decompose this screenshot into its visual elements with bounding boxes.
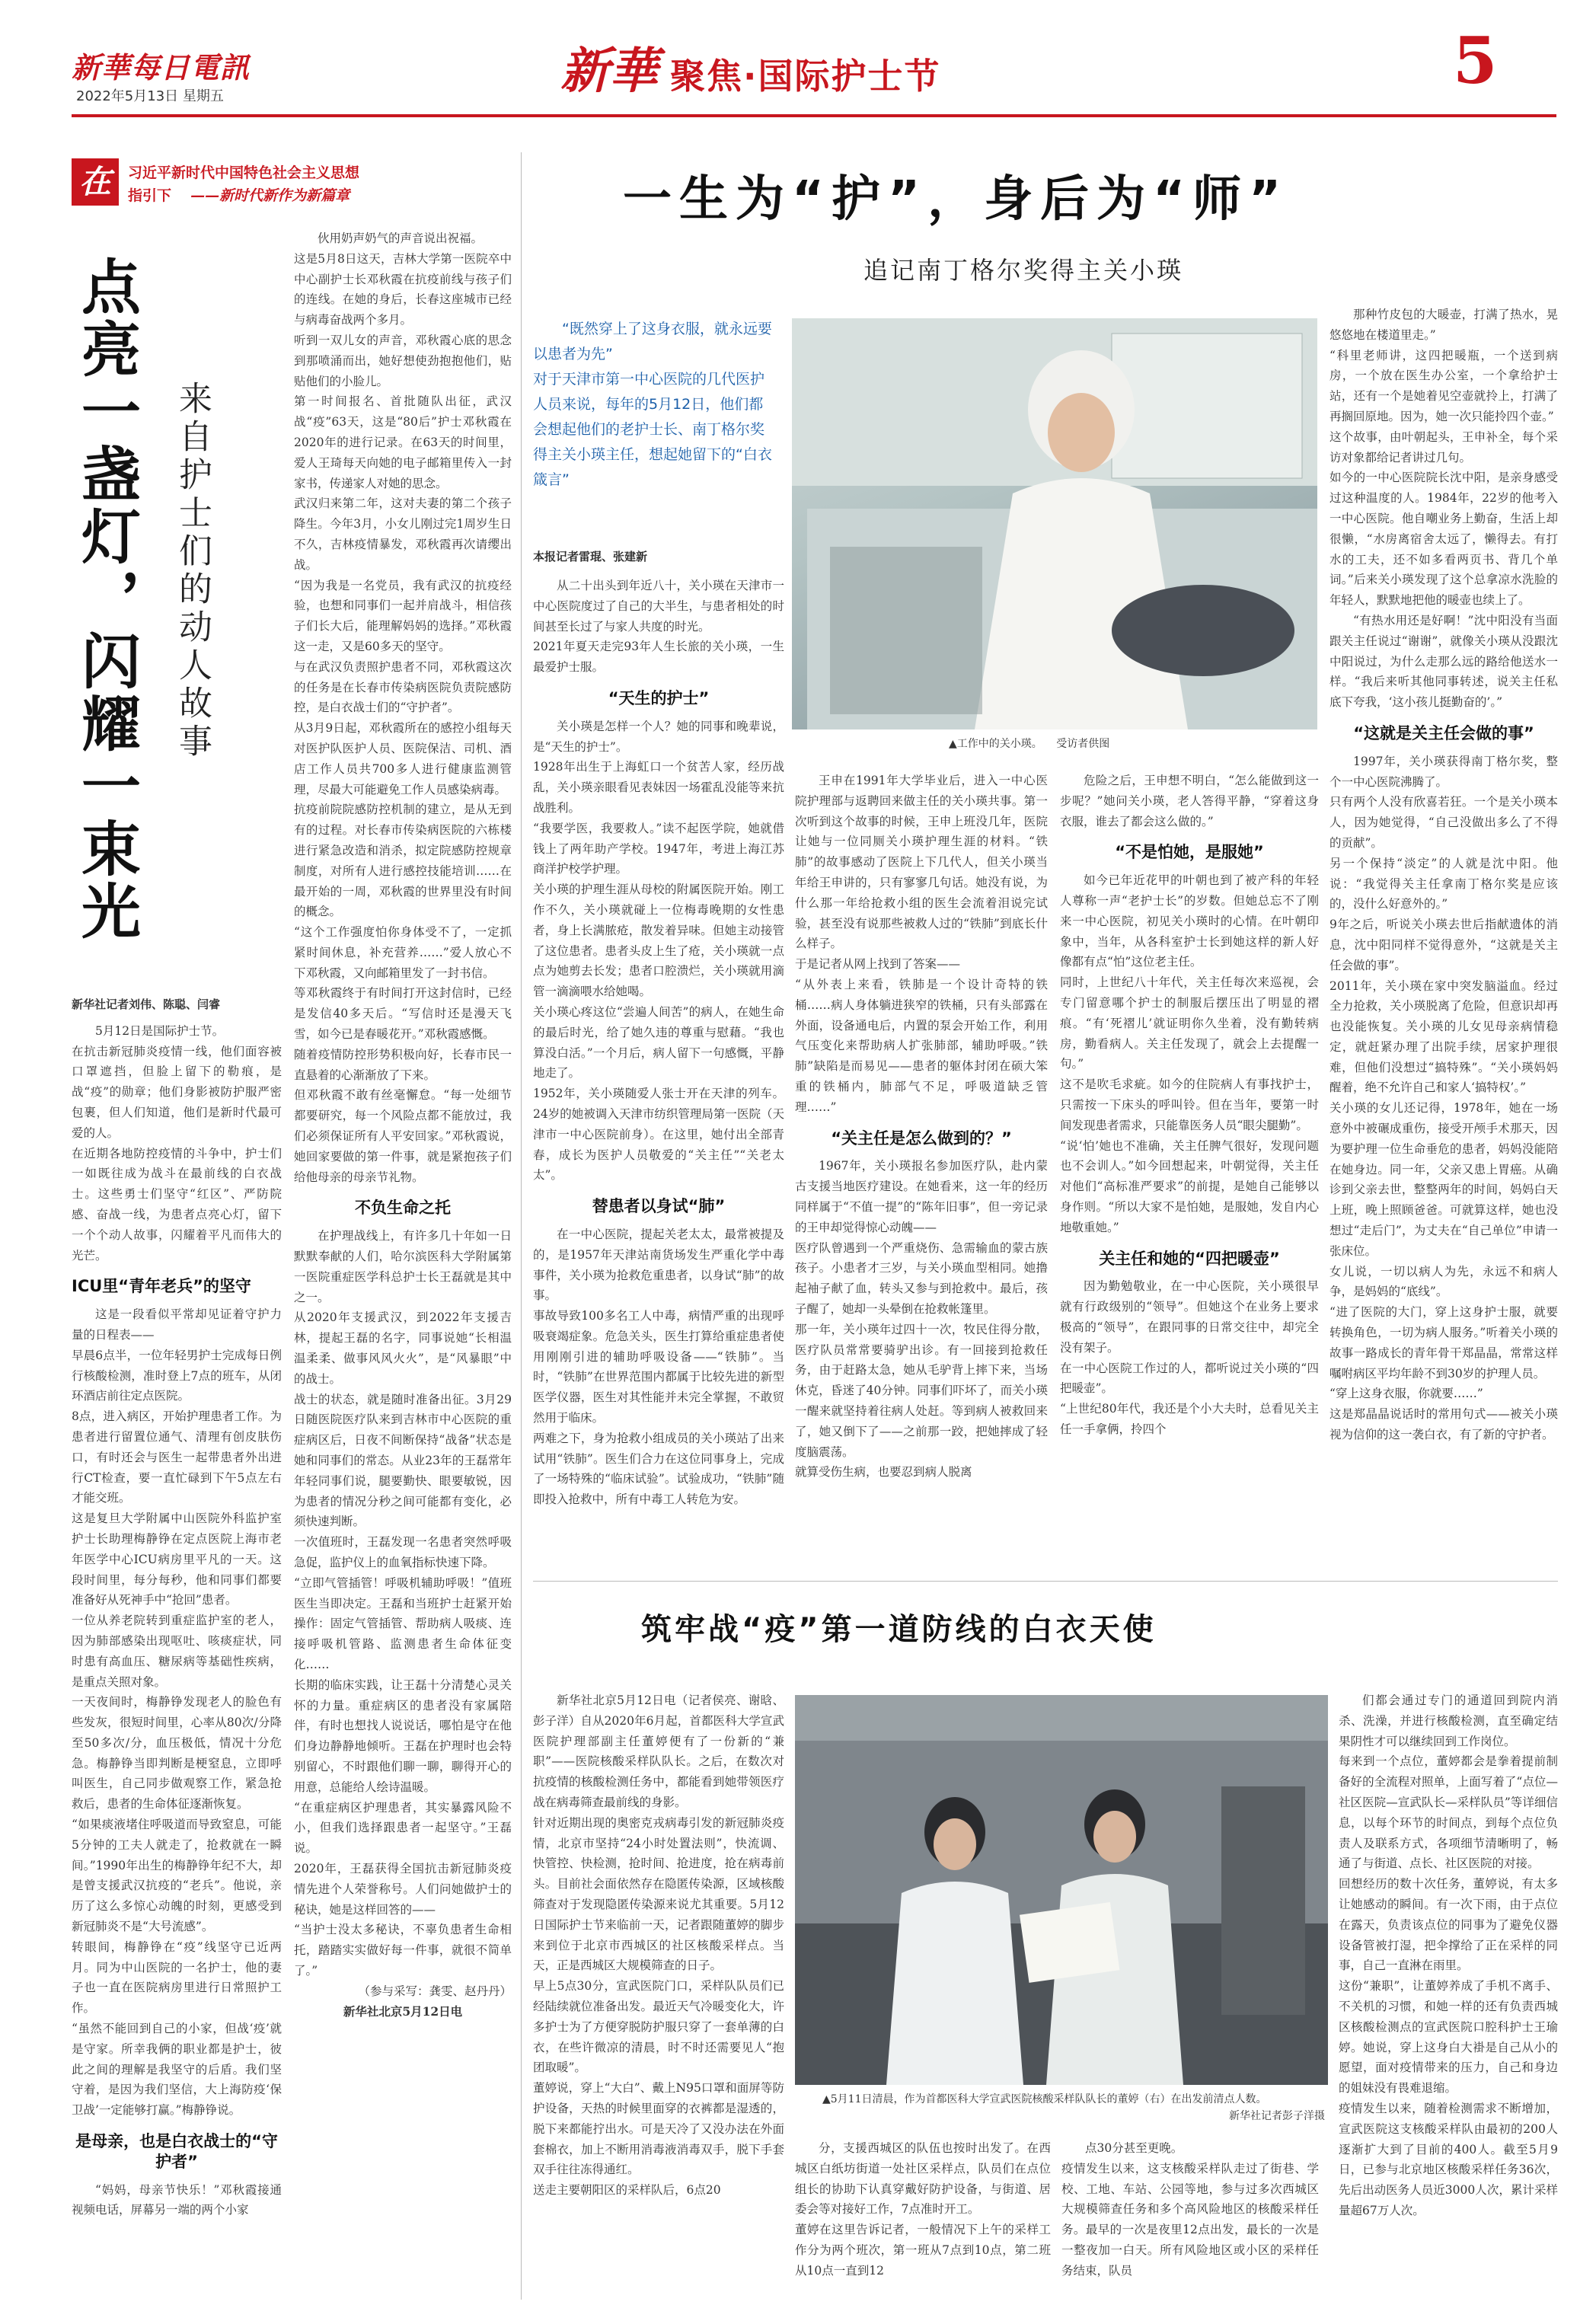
feature-column-d bbox=[1329, 305, 1558, 1561]
feature-column-b bbox=[795, 771, 1048, 1563]
left-col2-text: 伙用奶声奶气的声音说出祝福。 这是5月8日这天，吉林大学第一医院卒中中心副护士长邓秋霞在抗疫前线与孩子们的连线。在她的身后，长春这座城市已经与病毒奋战两个多月。 听到一双儿女的声音，邓秋霞心底的思念到那喷涌而出，她好想使劲抱抱他们，贴贴他们的小脸儿。 第一时间报名、首批随队出征，武汉战“疫”63天，这是“80后”护士邓秋霞在2020年的进行记录。在63天的时间里，爱人王琦每天向她的电子邮箱里传入一封家书，传递家人对她的思念。 武汉归来第二年，这对夫妻的第二个孩子降生。今年3月，小女儿刚过完1周岁生日不久，吉林疫情暴发，邓秋霞再次请缨出战。 “因为我是一名党员，我有武汉的抗疫经验，也想和同事们一起并肩战斗，相信孩子们长大后，能理解妈妈的选择。”邓秋霞这一走，又是60多天的坚守。 与在武汉负责照护患者不同，邓秋霞这次的任务是在长春市传染病医院负责院感防控，是白衣战士们的“守护者”。 从3月9日起，邓秋霞所在的感控小组每天对医护队医护人员、医院保洁、司机、酒店工作人员共700多人进行健康监测管理，尽最大可能避免工作人员感染病毒。 抗疫前院院感防控机制的建立，是从无到有的过程。对长春市传染病医院的六栋楼进行紧急改造和消杀，拟定院感防控规章制度，对所有人进行感控技能培训……在最开始的一周，邓秋霞的世界里没有时间的概念。 “这个工作强度怕你身体受不了，一定抓紧时间休息，补充营养……”爱人放心不下邓秋霞，又向邮箱里发了一封书信。 等邓秋霞终于有时间打开这封信时，已经是发信40多天后。“写信时还是漫天飞雪，如今已是春暖花开。”邓秋霞感慨。 随着疫情防控形势积极向好，长春市民一直悬着的心渐渐放了下来。 但邓秋霞不敢有丝毫懈怠。“每一处细节都要研究，每一个风险点都不能放过，我们必须保证所有人平安回家。”邓秋霞说，她回家要做的第一件事，就是紧抱孩子们给他母亲的母亲节礼物。 bbox=[294, 231, 512, 1184]
left-column-2 bbox=[294, 228, 512, 2300]
feature-colC-text: 危险之后，王申想不明白，“怎么能做到这一步呢？”她问关小瑛，老人答得平静，“穿着这身衣服，谁去了都会这么做的。” bbox=[1060, 774, 1319, 828]
feature-colA2-text: 关小瑛是怎样一个人？她的同事和晚辈说，是“天生的护士”。 1928年出生于上海虹口一个贫苦人家，经历战乱，关小瑛亲眼看见表妹因一场霍乱没能等来抗战胜利。 “我要学医，我要救人。”读不起医学院，她就借钱上了两年助产学校。1947年，考进上海江苏商洋护校学护理。 关小瑛的护理生涯从母校的附属医院开始。刚工作不久，关小瑛就碰上一位梅毒晚期的女性患者，身上长满脓疮，散发着异味。但她主动接管了这位患者。患者头皮上生了疮，关小瑛就一点点为她剪去长发；患者口腔溃烂，关小瑛就用滴管一滴滴喂水给她喝。 关小瑛心疼这位“尝遍人间苦”的病人，在她生命的最后时光，给了她久违的尊重与慰藉。“我也算没白活。”一个月后，病人留下一句感慨，平静地走了。 1952年，关小瑛随爱人张士开在天津的列车。24岁的她被调入天津市纺织管理局第一医院（天津市一中心医院前身）。在这里，她付出全部青春，成长为医护人员敬爱的“关主任”“关老太太”。 bbox=[533, 719, 784, 1183]
feature-colD2-text: 1997年，关小瑛获得南丁格尔奖，整个一中心医院沸腾了。 只有两个人没有欣喜若狂。一个是关小瑛本人，因为她觉得，“自己没做出多么了不得的贡献”。 另一个保持“淡定”的人就是沈中阳。他说：“我觉得关主任拿南丁格尔奖是应该的，没什么好意外的。” 9年之后，听说关小瑛去世后指献遗体的消息，沈中阳同样不觉得意外，“这就是关主任会做的事”。 2011年，关小瑛在家中突发脑溢血。经过全力抢救，关小瑛脱离了危险，但意识却再也没能恢复。关小瑛的儿女见母亲病情稳定，就赶紧办理了出院手续，居家护理很难，但他们没想过“搞特殊”。“关小瑛妈妈醒着，绝不允许自己和家人‘搞特权’。” 关小瑛的女儿还记得，1978年，她在一场意外中被碾成重伤，接受开颅手术那天，因为要护理一位生命垂危的患者，妈妈没能陪在她身边。同一年，父亲又患上胃癌。从确诊到父亲去世，整整两年的时间，妈妈白天上班，晚上照顾爸爸。可就算这样，她也没想过“走后门”，为丈夫在“自己单位”申请一张床位。 女儿说，一切以病人为先，永远不和病人争，是妈妈的“底线”。 “进了医院的大门，穿上这身护士服，就要转换角色，一切为病人服务。”听着关小瑛的故事一路成长的青年骨干郑晶晶，常常这样嘱咐病区平均年龄不到30岁的护理人员。 “穿上这身衣服，你就要……” 这是郑晶晶说话时的常用句式——被关小瑛视为信仰的这一袭白衣，有了新的守护者。 bbox=[1329, 754, 1558, 1442]
feature-colC2-text: 如今已年近花甲的叶朝也到了被产科的年轻人尊称一声“老护士长”的岁数。但她总忘不了刚来一中心医院，初见关小瑛时的心情。在叶朝印象中，当年，从各科室护士长到她这样的新人好像都有点“怕”这位老主任。 同时，上世纪八十年代，关主任每次来巡视，会专门留意哪个护士的制服后摆压出了明显的褶痕。“有‘死褶儿’就证明你久坐着，没有勤转病房，勤看病人。关主任发现了，就会上去提醒一句。” 这不是吹毛求疵。如今的住院病人有事找护士，只需按一下床头的呼叫铃。但在当年，要第一时间发现患者需求，只能靠医务人员“眼尖腿勤”。 “说‘怕’她也不准确，关主任脾气很好，发现问题也不会训人。”如今回想起来，叶朝觉得，关主任对他们“高标准严要求”的前提，是她自己能够以身作则。“所以大家不是怕她，是服她，发自内心地敬重她。” bbox=[1060, 873, 1319, 1234]
left-col2b-text: 在护理战线上，有许多几十年如一日默默奉献的人们，哈尔滨医科大学附属第一医院重症医学科总护士长王磊就是其中之一。 从2020年支援武汉，到2022年支援吉林，提起王磊的名字，同事说她“长相温温柔柔、做事风风火火”，是“风暴眼”中的战士。 战士的状态，就是随时准备出征。3月29日随医院医疗队来到吉林市中心医院的重症病区后，日夜不间断保持“战备”状态是她和同事们的常态。从业23年的王磊常年年轻同事们说，腿要勤快、眼要敏锐，因为患者的情况分秒之间可能都有变化，必须快速判断。 一次值班时，王磊发现一名患者突然呼吸急促，监护仪上的血氧指标快速下降。 “立即气管插管！呼吸机辅助呼吸！”值班医生当即决定。王磊和当班护士赶紧开始操作：固定气管插管、帮助病人吸痰、连接呼吸机管路、监测患者生命体征变化…… 长期的临床实践，让王磊十分清楚心灵关怀的力量。重症病区的患者没有家属陪伴，有时也想找人说说话，哪怕是守在他们身边静静地倾听。王磊在护理时也会特别留心，不时跟他们聊一聊，聊得开心的用意，总能给人绘诗温暖。 “在重症病区护理患者，其实暴露风险不小，但我们选择跟患者一起坚守。”王磊说。 2020年，王磊获得全国抗击新冠肺炎疫情先进个人荣誉称号。人们问她做护士的秘诀，她是这样回答的—— “当护士没太多秘诀，不辜负患者生命相托，踏踏实实做好每一件事，就很不简单了。” bbox=[294, 1229, 512, 1978]
left-story-title: 点亮一盏灯，闪耀一束光 bbox=[72, 256, 140, 943]
banner-line1: 习近平新时代中国特色社会主义思想 bbox=[128, 164, 360, 181]
feature-colA-text: 从二十出头到年近八十，关小瑛在天津市一中心医院度过了自己的大半生，与患者相处的时间甚至长过了与家人共度的时光。 2021年夏天走完93年人生长旅的关小瑛，一生最爱护士服。 bbox=[533, 579, 784, 675]
feature-byline: 本报记者雷琨、张建新 bbox=[533, 550, 648, 563]
left-col1-text: 5月12日是国际护士节。 在抗击新冠肺炎疫情一线，他们面容被口罩遮挡，但脸上留下的勒痕，是战“疫”的勋章；他们身影被防护服严密包裹，但人们知道，他们是新时代最可爱的人。 在近期各地防控疫情的斗争中，护士们一如既往成为战斗在最前线的白衣战士。这些勇士们坚守“红区”、严防院感、奋战一线，为患者点亮心灯，留下一个个动人故事，闪耀着平凡而伟大的光芒。 bbox=[72, 1023, 282, 1263]
bottom-column-d bbox=[1339, 1690, 1558, 2300]
feature-colD-text: 那种竹皮包的大暖壶，打满了热水，晃悠悠地在楼道里走。” “科里老师讲，这四把暖瓶，一个送到病房，一个放在医生办公室，一个拿给护士站，还有一个是她着见空壶就拎上，打满了再搁回原地。因为，她一次只能拎四个壶。” 这个故事，由叶朝起头，王申补全，每个采访对象都给记者讲过几句。 如今的一中心医院院长沈中阳，是亲身感受过这种温度的人。1984年，22岁的他考入一中心医院。他自嘲业务上勤奋，生活上却很懒，“水房离宿舍太远了，懒得去。有打水的工夫，还不如多看两页书、背几个单词。”后来关小瑛发现了这个总拿凉水洗脸的年轻人，默默地把他的暖壶也续上了。 bbox=[1329, 308, 1558, 608]
bottom-story-title: 筑牢战“疫”第一道防线的白衣天使 bbox=[641, 1612, 1157, 1647]
feature-colB-text: 王申在1991年大学毕业后，进入一中心医院护理部与返聘回来做主任的关小瑛共事。第一次听到这个故事的时候，王申上班没几年，医院让她与一位同厕关小瑛护理生涯的材料。“铁肺”的故事感动了医院上下几代人，但关小瑛当年给王申讲的，只有寥寥几句话。她没有说，为什么那一年给抢救小组的医生会流着泪说完试验，甚至没有说那些被救人过的“铁肺”到底长什么样子。 于是记者从网上找到了答案—— “从外表上来看，铁肺是一个设计奇特的铁桶……病人身体躺进狭窄的铁桶，只有头部露在外面，设备通电后，内置的泵会开始工作，利用气压变化来帮助病人扩张肺部，辅助呼吸。”铁肺”缺陷是而易见——患者的躯体封闭在硕大笨重的铁桶内，肺部气不足，呼吸道缺乏管理……” bbox=[795, 774, 1048, 1114]
bottom-column-a bbox=[533, 1690, 784, 2300]
section-brand: 新華 bbox=[560, 43, 658, 100]
nurse-illustration bbox=[792, 318, 1317, 729]
page-number: 5 bbox=[1453, 23, 1498, 98]
feature-subtitle: 追记南丁格尔奖得主关小瑛 bbox=[863, 256, 1184, 285]
bottom-colC-text: 点30分甚至更晚。 疫情发生以来，这支核酸采样队走过了街巷、学校、工地、车站、公园等地，参与过多次西城区大规模筛查任务和多个高风险地区的核酸采样任务。最早的一次是夜里12点出发，最长的一次是一整夜加一白天。所有风险地区或小区的采样任务结束，队员 bbox=[1061, 2141, 1319, 2278]
left-column-1 bbox=[72, 990, 282, 2300]
left-story-byline: 新华社记者刘伟、陈聪、闫睿 bbox=[72, 998, 221, 1011]
heading-respect: “不是怕她，是服她” bbox=[1115, 843, 1264, 862]
bottom-colD-text: 们都会通过专门的通道回到院内消杀、洗澡，并进行核酸检测，直至确定结果阴性才可以继续回到工作岗位。 每来到一个点位，董婷都会是拳着提前制备好的全流程对照单，上面写着了“点位—社区医院—宣武队长—采样队员”等详细信息，以每个环节的时间点，到每个点位负责人及联系方式，各项细节清晰明了，畅通了与街道、点长、社区医院的对接。 回想经历的数十次任务，董婷说，有太多让她感动的瞬间。有一次下雨，由于点位在露天，负责该点位的同事为了避免仪器设备管被打湿，把伞撑给了正在采样的同事，自己一直淋在雨里。 这份“兼职”，让董婷养成了手机不离手、不关机的习惯，和她一样的还有负责西城区核酸检测点的宣武医院口腔科护士王瑜婷。她说，穿上这身白大褂是自己从小的愿望，面对疫情带来的压力，自己和身边的姐妹没有畏难退缩。 疫情发生以来，随着检测需求不断增加，宣武医院这支核酸采样队由最初的200人逐渐扩大到了目前的400人。截至5月9日，已参与北京地区核酸采样任务36次，先后出动医务人员近3000人次，累计采样量超67万人次。 bbox=[1339, 1693, 1558, 2217]
left-col1b-text: 这是一段看似平常却见证着守护力量的日程表—— 早晨6点半，一位年轻男护士完成每日例行核酸检测，准时登上7点的班车，从闭环酒店前往定点医院。 8点，进入病区，开始护理患者工作。为患者进行留置位通气、清理有创皮肤伤口，有时还会与医生一起带患者外出进行CT检查，要一直忙碌到下午5点左右才能交班。 这是复旦大学附属中山医院外科监护室护士长助理梅静铮在定点医院上海市老年医学中心ICU病房里平凡的一天。这段时间里，每分每秒，他和同事们都要准备好从死神手中“抢回”患者。 一位从养老院转到重症监护室的老人，因为肺部感染出现呕吐、咳痰症状，同时患有高血压、糖尿病等基础性疾病，是重点关照对象。 一天夜间时，梅静铮发现老人的脸色有些发灰，很短时间里，心率从80次/分降至50多次/分，血压极低，情况十分危急。梅静铮当即判断是梗窒息，立即呼叫医生，自己同步做观察工作，紧急抢救后，患者的生命体征逐渐恢复。 “如果痰液堵住呼吸道而导致窒息，可能5分钟的工夫人就走了，抢救就在一瞬间。”1990年出生的梅静铮年纪不大，却是曾支援武汉抗疫的“老兵”。他说，亲历了这么多惊心动魄的时刻，更感受到新冠肺炎不是“大号流感”。 转眼间，梅静铮在“疫”线坚守已近两月。同为中山医院的一名护士，他的妻子也一直在医院病房里进行日常照护工作。 “虽然不能回到自己的小家，但战‘疫’就是守家。所幸我俩的职业都是护士，彼此之间的理解是我坚守的后盾。我们坚守着，是因为我们坚信，大上海防疫‘保卫战’一定能够打赢。”梅静铮说。 bbox=[72, 1307, 282, 2118]
swab-photo-caption: ▲5月11日清晨，作为首都医科大学宣武医院核酸采样队队长的董婷（右）在出发前清点人数。 bbox=[822, 2093, 1267, 2105]
bottom-colB-text: 分，支援西城区的队伍也按时出发了。在西城区白纸坊街道一处社区采样点，队员们在点位组长的协助下认真穿戴好防护设备，与街道、居委会等对接好工作，7点准时开工。 董婷在这里告诉记者，一般情况下上午的采样工作分为两个班次，第一班从7点到10点，第二班从10点一直到12 bbox=[795, 2141, 1051, 2278]
section-title: 聚焦·国际护士节 bbox=[670, 56, 941, 97]
heading-thermos: 关主任和她的“四把暖壶” bbox=[1099, 1249, 1280, 1268]
heading-mother: 是母亲，也是白衣战士的“守护者” bbox=[75, 2132, 278, 2171]
feature-colA3-text: 在一中心医院，提起关老太太，最常被提及的，是1957年天津站南货场发生严重化学中毒事件，关小瑛为抢救危重患者，以身试“肺”的故事。 事故导致100多名工人中毒，病情严重的出现呼吸衰竭症象。危急关头，医生打算给重症患者使用刚刚引进的辅助呼吸设备——“铁肺”。当时，“铁肺”在世界范围内都属于比较先进的新型医学仪器，医生对其性能并未完全掌握，不敢贸然用于临床。 两难之下，身为抢救小组成员的关小瑛站了出来试用“铁肺”。医生们合力在这位同事身上，完成了一场特殊的“临床试验”。试验成功，“铁肺”随即投入抢救中，所有中毒工人转危为安。 bbox=[533, 1227, 784, 1507]
bottom-column-c bbox=[1061, 2138, 1319, 2300]
feature-colD1b-text: “有热水用还是好啊！”沈中阳没有当面跟关主任说过“谢谢”，就像关小瑛从没跟沈中阳说过，为什么走那么远的路给他送水一样。“我后来听其他同事转述，说关主任私底下夸我，‘这小孩儿挺勤奋的’。” bbox=[1329, 613, 1558, 710]
swab-team-illustration bbox=[795, 1695, 1328, 2085]
feature-column-c bbox=[1060, 771, 1319, 1563]
section-divider bbox=[533, 1581, 1558, 1582]
feature-column-a bbox=[533, 576, 784, 1558]
banner-slogan: ——新时代新作为新篇章 bbox=[190, 187, 350, 204]
heading-life: 不负生命之托 bbox=[355, 1199, 451, 1218]
nurse-photo-caption: ▲工作中的关小瑛。 bbox=[949, 738, 1042, 750]
heading-iron-lung: 替患者以身试“肺” bbox=[592, 1197, 726, 1216]
paper-logo: 新華每日電訊 bbox=[72, 50, 251, 85]
heading-born-nurse: “天生的护士” bbox=[608, 688, 710, 707]
swab-team-photo bbox=[795, 1695, 1328, 2085]
feature-title: 一生为“护”，身后为“师” bbox=[623, 171, 1289, 228]
nurse-photo-credit: 受访者供图 bbox=[1056, 738, 1110, 750]
bottom-column-b bbox=[795, 2138, 1051, 2300]
left-story-subtitle: 来自护士们的动人故事 bbox=[173, 381, 212, 761]
theme-banner bbox=[72, 158, 547, 207]
left-dateline: 新华社北京5月12日电 bbox=[343, 2003, 463, 2019]
feature-colC3-text: 因为勤勉敬业，在一中心医院，关小瑛很早就有行政级别的“领导”。但她这个在业务上要求极高的“领导”，在跟同事的日常交往中，却完全没有架子。 在一中心医院工作过的人，都听说过关小瑛的“四把暖壶”。 “上世纪80年代，我还是个小大夫时，总看见关主任一手拿俩，拎四个 bbox=[1060, 1279, 1319, 1436]
banner-line2: 指引下 bbox=[128, 187, 172, 204]
swab-photo-credit: 新华社记者彭子洋摄 bbox=[1229, 2110, 1325, 2122]
nurse-photo bbox=[792, 318, 1317, 729]
heading-icu: ICU里“青年老兵”的坚守 bbox=[72, 1277, 251, 1296]
issue-date: 2022年5月13日 星期五 bbox=[76, 88, 224, 104]
column-divider bbox=[521, 152, 522, 2300]
feature-colB2-text: 1967年，关小瑛报名参加医疗队，赴内蒙古支援当地医疗建设。在她看来，这一年的经历同样属于“不值一提”的“陈年旧事”，但一旁记录的王申却觉得惊心动魄—— 医疗队曾遇到一个严重烧伤、急需输血的蒙古族孩子。小患者才三岁，与关小瑛血型相同。她撸起袖子献了血，转头又参与到抢救中。最后，孩子醒了，她却一头晕倒在抢救帐篷里。 那一年，关小瑛年过四十一次，牧民住得分散，医疗队员常常要骑驴出诊。有一回接到抢救任务，由于赶路太急，她从毛驴背上摔下来，当场休克，昏迷了40分钟。同事们吓坏了，而关小瑛一醒来就坚持着往病人处赶。等到病人被救回来了，她又倒下了——之前那一跤，把她摔成了轻度脑震荡。 就算受伤生病，也要忍到病人脱离 bbox=[795, 1159, 1048, 1480]
heading-how: “关主任是怎么做到的？” bbox=[831, 1128, 1012, 1148]
bottom-colA-text: 新华社北京5月12日电（记者侯亮、谢晗、彭子洋）自从2020年6月起，首都医科大学宣武医院护理部副主任董婷便有了一份新的“兼职”——医院核酸采样队队长。之后，在数次对抗疫情的核酸检测任务中，都能看到她带领医疗战在病毒筛查最前线的身影。 针对近期出现的奥密克戎病毒引发的新冠肺炎疫情，北京市坚持“24小时处置法则”，快流调、快管控、快检测，抢时间、抢进度，抢在病毒前头。目前社会面依然存在隐匿传染源，区域核酸筛查对于发现隐匿传染源来说尤其重要。5月12日国际护士节来临前一天，记者跟随董婷的脚步来到位于北京市西城区的社区核酸采样点。当天，正是西城区大规模筛查的日子。 早上5点30分，宣武医院门口，采样队队员们已经陆续就位准备出发。最近天气冷暖变化大，许多护士为了方便穿脱防护服只穿了一套单薄的白衣，在些许微凉的清晨，时不时还需要见人“抱团取暖”。 董婷说，穿上“大白”、戴上N95口罩和面屏等防护设备，天热的时候里面穿的衣裤都是湿透的，脱下来都能拧出水。可是天冷了又没办法在外面套棉衣，加上不断用消毒液消毒双手，脱下手套双手往往冻得通红。 送走主要朝阳区的采样队后，6点20 bbox=[533, 1693, 784, 2198]
feature-lead: “既然穿上了这身衣服，就永远要以患者为先” 对于天津市第一中心医院的几代医护人员来说，每年的5月12日，他们都会想起他们的老护士长、南丁格尔奖得主关小瑛主任，想起她留下的“白衣箴言” bbox=[533, 321, 772, 488]
masthead-rule bbox=[72, 114, 1556, 117]
banner-badge: 在 bbox=[72, 158, 119, 206]
left-col1c-text: “妈妈，母亲节快乐！”邓秋霞接通视频电话，屏幕另一端的两个小家 bbox=[72, 2182, 282, 2217]
masthead bbox=[0, 0, 1596, 152]
heading-what-she-would-do: “这就是关主任会做的事” bbox=[1353, 723, 1534, 742]
left-credit: （参与采写：龚雯、赵丹丹） bbox=[358, 1984, 512, 1998]
